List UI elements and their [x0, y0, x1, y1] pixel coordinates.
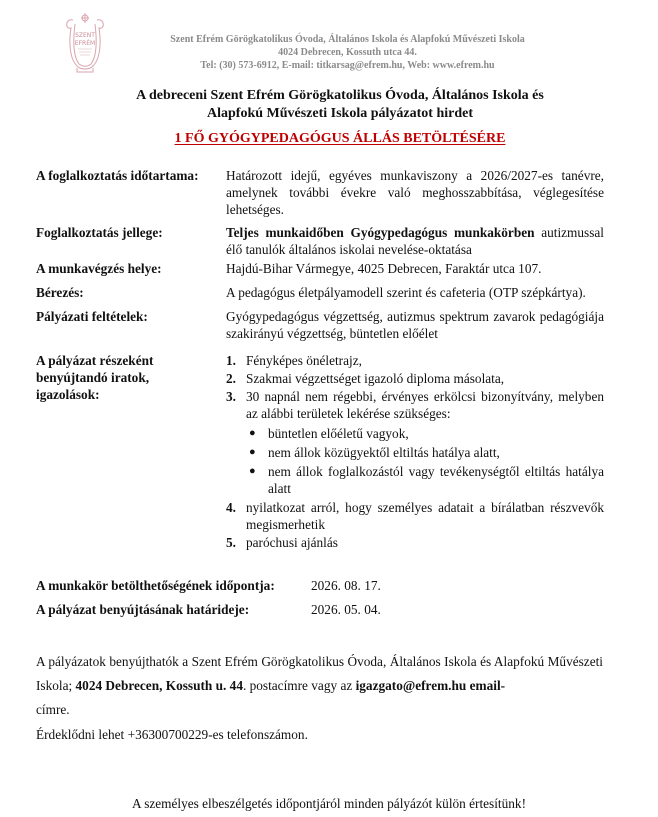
svg-text:SZENT: SZENT: [75, 32, 95, 39]
detail-value-bold: Teljes munkaidőben Gyógypedagógus munkakörben: [226, 225, 535, 240]
deadline-value: 2026. 08. 17.: [311, 578, 381, 593]
bullet-icon: ●: [249, 446, 256, 458]
document-item: [226, 499, 604, 533]
institution-contact: Tel: (30) 573-6912, E-mail: titkarsag@efrem.hu, Web: www.efrem.hu: [200, 60, 495, 71]
sub-item: [246, 463, 604, 497]
bullet-icon: ●: [249, 465, 256, 477]
submission-text: címre.: [36, 702, 70, 717]
announcement-line-1: A debreceni Szent Efrém Görögkatolikus Óvoda, Általános Iskola és: [136, 88, 544, 103]
document-item: [226, 370, 604, 387]
deadline-label: A munkakör betölthetőségének időpontja:: [36, 578, 275, 593]
item-number: 2.: [226, 371, 236, 386]
detail-value: Határozott idejű, egyéves munkaviszony a 2026/2027-es tanévre, amelynek további évekre való meghosszabbítása, véglegesítése lehetséges.: [226, 168, 604, 217]
item-number: 5.: [226, 535, 236, 550]
item-number: 1.: [226, 353, 236, 368]
item-text: 30 napnál nem régebbi, érvényes erkölcsi bizonyítvány, melyben az alábbi területek lekérése szükséges:: [246, 389, 604, 421]
criminal-record-sublist: [246, 425, 604, 497]
institution-address: 4024 Debrecen, Kossuth utca 44.: [278, 47, 417, 58]
sub-item: [246, 425, 604, 442]
announcement-heading: [100, 87, 580, 123]
letterhead: [0, 0, 658, 80]
detail-label: Pályázati feltételek:: [36, 309, 148, 324]
announcement-line-2: Alapfokú Művészeti Iskola pályázatot hirdet: [207, 106, 473, 121]
document-item: [226, 352, 604, 369]
phone-info: Érdeklődni lehet +36300700229-es telefonszámon.: [36, 727, 308, 742]
detail-value: Gyógypedagógus végzettség, autizmus spektrum zavarok pedagógiája szakirányú végzettség, büntetlen előélet: [226, 309, 604, 341]
footer-note: A személyes elbeszélgetés időpontjáról minden pályázót külön értesítünk!: [132, 796, 526, 811]
detail-value: [226, 224, 604, 258]
document-item: [226, 534, 604, 551]
submission-paragraph: [36, 650, 603, 722]
deadlines: [36, 577, 536, 625]
item-text: Fényképes önéletrajz,: [246, 353, 362, 368]
sub-item-text: büntetlen előéletű vagyok,: [268, 426, 409, 441]
school-logo-lyre-icon: [63, 10, 107, 76]
detail-value: A pedagógus életpályamodell szerint és cafeteria (OTP szépkártya).: [226, 285, 586, 300]
email-address: igazgato@efrem.hu email-: [355, 678, 506, 693]
deadline-submission-date: [36, 601, 536, 625]
item-number: 3.: [226, 389, 236, 404]
detail-label: Foglalkoztatás jellege:: [36, 225, 163, 240]
detail-label: A munkavégzés helye:: [36, 261, 162, 276]
documents-label: A pályázat részeként benyújtandó iratok, igazolások:: [36, 353, 154, 402]
item-text: Szakmai végzettséget igazoló diploma másolata,: [246, 371, 505, 386]
item-number: 4.: [226, 500, 236, 515]
postal-address: 4024 Debrecen, Kossuth u. 44: [75, 678, 243, 693]
sub-item-text: nem állok foglalkozástól vagy tevékenységtől eltiltás hatálya alatt: [268, 464, 604, 496]
institution-name: Szent Efrém Görögkatolikus Óvoda, Általános Iskola és Alapfokú Művészeti Iskola: [170, 34, 525, 45]
item-text: nyilatkozat arról, hogy személyes adatait a bírálatban részvevők megismerhetik: [246, 500, 604, 532]
job-title: 1 FŐ GYÓGYPEDAGÓGUS ÁLLÁS BETÖLTÉSÉRE: [174, 131, 506, 146]
bullet-icon: ●: [249, 427, 256, 439]
documents-list: [226, 352, 604, 552]
detail-value-rest: autizmussal élő tanulók általános iskolai nevelése-oktatása: [226, 225, 604, 257]
svg-text:EFRÉM: EFRÉM: [74, 40, 96, 47]
detail-label: Bérezés:: [36, 285, 84, 300]
letterhead-text: [150, 33, 545, 72]
sub-item: [246, 444, 604, 461]
submission-text: . postacímre vagy az: [242, 678, 356, 693]
detail-value: Hajdú-Bihar Vármegye, 4025 Debrecen, Faraktár utca 107.: [226, 261, 542, 276]
submission-text: A pályázatok benyújthatók a Szent Efrém Görögkatolikus Óvoda, Általános Iskola és Alapfokú Művészeti Iskola;: [36, 654, 603, 693]
deadline-start-date: [36, 577, 536, 601]
sub-item-text: nem állok közügyektől eltiltás hatálya alatt,: [268, 445, 500, 460]
item-text: paróchusi ajánlás: [246, 535, 338, 550]
deadline-label: A pályázat benyújtásának határideje:: [36, 602, 250, 617]
detail-label: A foglalkoztatás időtartama:: [36, 168, 199, 183]
document-item: [226, 388, 604, 497]
deadline-value: 2026. 05. 04.: [311, 602, 381, 617]
